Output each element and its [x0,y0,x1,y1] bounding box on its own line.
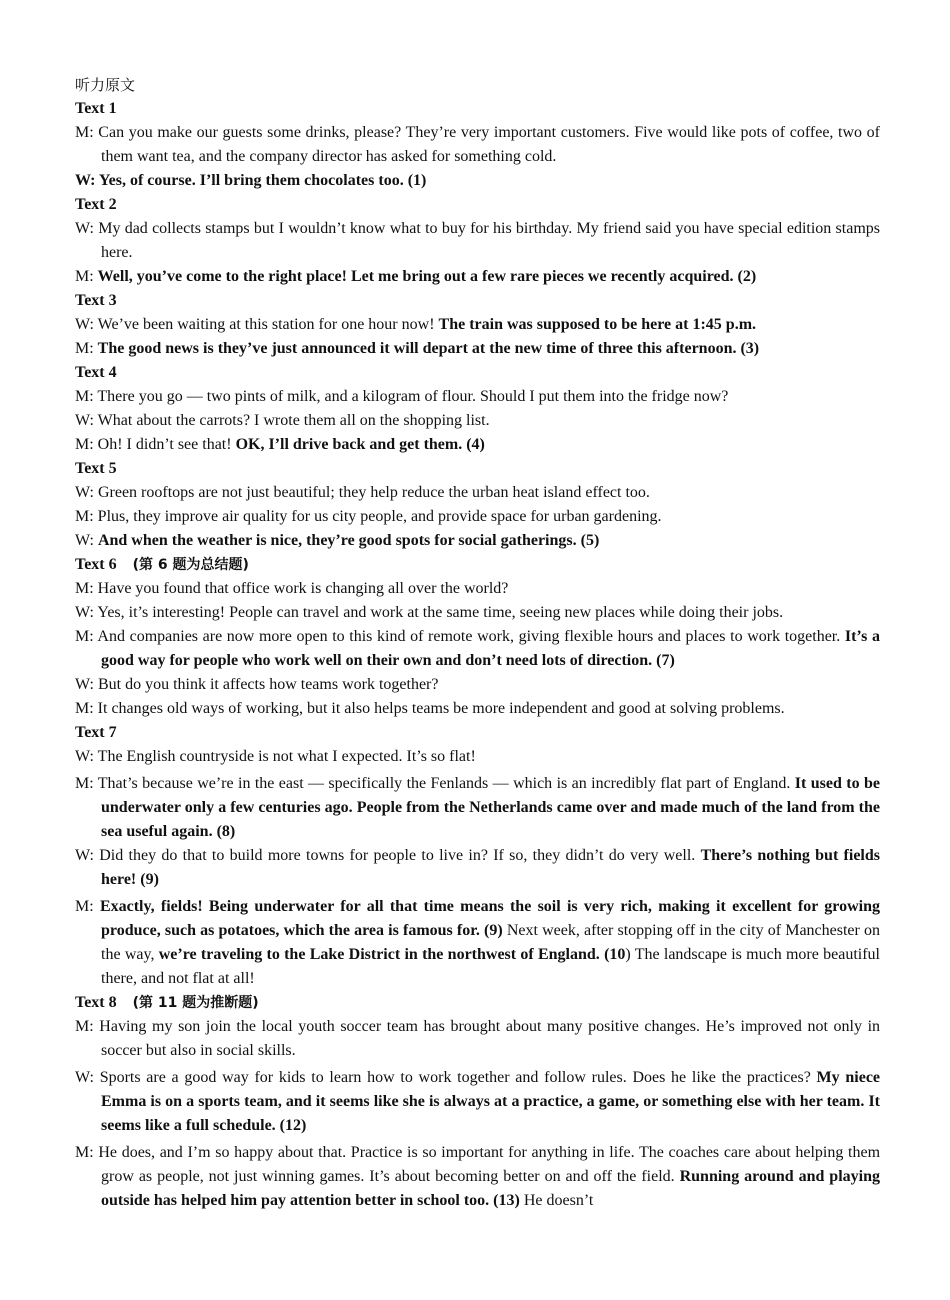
dialogue-text: That’s because we’re in the east — specifically the Fenlands — which is an incredibly flat part of England. [97,775,795,792]
dialogue-line [75,601,880,625]
answer-key-text: There’s nothing but fields here! (9) [101,847,881,888]
dialogue-text: Green rooftops are not just beautiful; they help reduce the urban heat island effect too. [97,484,650,501]
answer-key-text: Exactly, fields! Being underwater for all that time means the soil is very rich, making it excellent for growing produce, such as potatoes, which the area is famous for. (9) [99,898,881,939]
dialogue-text: And companies are now more open to this kind of remote work, giving flexible hours and places to work together. [97,628,845,645]
section-heading-text: Text 2 [75,196,117,213]
dialogue-line [75,844,880,892]
dialogue-line [75,337,880,361]
section-heading [75,361,880,385]
speaker-label: W: [75,172,99,189]
dialogue-text: Having my son join the local youth soccer team has brought about many positive changes. He’s improved not only in soccer but also in social skills. [99,1018,881,1059]
speaker-label: W: [75,220,99,237]
section-heading-text: Text 4 [75,364,117,381]
speaker-label: W: [75,484,98,501]
section-heading [75,991,880,1015]
dialogue-line [75,529,880,553]
answer-key-text: My niece Emma is on a sports team, and it seems like she is always at a practice, a game, or something else with her team. It seems like a full schedule. (12) [101,1069,881,1134]
answer-key-text: we’re traveling to the Lake District in the northwest of England. (10 [158,946,626,963]
section-note: (第 11 题为推断题) [132,995,259,1011]
dialogue-line [75,895,880,991]
dialogue-text: Have you found that office work is changing all over the world? [97,580,509,597]
speaker-label: W: [75,412,98,429]
dialogue-text: He doesn’t [519,1192,594,1209]
section-heading [75,289,880,313]
transcript-sections [75,97,880,1213]
section-note: (第 6 题为总结题) [132,557,249,573]
section-heading-text: Text 7 [75,724,117,741]
dialogue-line [75,772,880,844]
dialogue-text: Yes, it’s interesting! People can travel and work at the same time, seeing new places while doing their jobs. [97,604,784,621]
dialogue-text: ) The landscape is much more beautiful there, and not flat at all! [101,946,881,987]
speaker-label: W: [75,532,98,549]
dialogue-line [75,409,880,433]
dialogue-line [75,385,880,409]
dialogue-text: Plus, they improve air quality for us city people, and provide space for urban gardening. [97,508,662,525]
dialogue-text: The English countryside is not what I expected. It’s so flat! [97,748,476,765]
answer-key-text: The train was supposed to be here at 1:45 p.m. [438,316,757,333]
speaker-label: M: [75,898,100,915]
dialogue-line [75,265,880,289]
section-heading-text: Text 3 [75,292,117,309]
answer-key-text: Well, you’ve come to the right place! Let me bring out a few rare pieces we recently acquired. (2) [97,268,757,285]
dialogue-line [75,625,880,673]
dialogue-line [75,505,880,529]
dialogue-text: There you go — two pints of milk, and a kilogram of flour. Should I put them into the fridge now? [97,388,729,405]
answer-key-text: The good news is they’ve just announced it will depart at the new time of three this afternoon. (3) [97,340,760,357]
dialogue-text: Can you make our guests some drinks, please? They’re very important customers. Five would like pots of coffee, two of them want tea, and the company director has asked for something cold. [98,124,880,165]
answer-key-text: And when the weather is nice, they’re good spots for social gatherings. (5) [97,532,600,549]
speaker-label: M: [75,580,98,597]
section-heading [75,97,880,121]
dialogue-line [75,217,880,265]
speaker-label: W: [75,316,98,333]
speaker-label: M: [75,1144,99,1161]
dialogue-text: My dad collects stamps but I wouldn’t know what to buy for his birthday. My friend said you have special edition stamps here. [98,220,880,261]
section-heading-text: Text 8 [75,994,117,1011]
answer-key-text: OK, I’ll drive back and get them. (4) [235,436,485,453]
section-heading-text: Text 1 [75,100,117,117]
speaker-label: M: [75,508,98,525]
document-title: 听力原文 [75,76,136,94]
dialogue-text: What about the carrots? I wrote them all on the shopping list. [97,412,490,429]
dialogue-text: Sports are a good way for kids to learn how to work together and follow rules. Does he like the practices? [99,1069,817,1086]
speaker-label: W: [75,748,98,765]
speaker-label: M: [75,436,98,453]
answer-key-text: It used to be underwater only a few centuries ago. People from the Netherlands came over and made much of the land from the sea useful again. (8) [101,775,880,840]
section-heading [75,457,880,481]
dialogue-text: It changes old ways of working, but it also helps teams be more independent and good at solving problems. [97,700,785,717]
answer-key-text: Yes, of course. I’ll bring them chocolates too. (1) [98,172,427,189]
speaker-label: W: [75,1069,100,1086]
dialogue-text: But do you think it affects how teams work together? [97,676,439,693]
dialogue-line [75,697,880,721]
section-heading-text: Text 5 [75,460,117,477]
dialogue-line [75,481,880,505]
speaker-label: M: [75,268,98,285]
dialogue-line [75,433,880,457]
speaker-label: M: [75,124,99,141]
transcript-document [75,74,880,1213]
answer-key-text: Running around and playing outside has helped him pay attention better in school too. (13) [101,1168,880,1209]
speaker-label: W: [75,676,98,693]
speaker-label: M: [75,775,98,792]
dialogue-text: Next week, after stopping off in the city of Manchester on the way, [101,922,881,963]
speaker-label: M: [75,1018,100,1035]
section-heading [75,553,880,577]
section-heading-text: Text 6 [75,556,117,573]
speaker-label: W: [75,604,98,621]
dialogue-text: Oh! I didn’t see that! [97,436,236,453]
section-heading [75,721,880,745]
dialogue-line [75,169,880,193]
speaker-label: W: [75,847,100,864]
speaker-label: M: [75,388,98,405]
dialogue-line [75,1141,880,1213]
dialogue-line [75,1066,880,1138]
dialogue-line [75,313,880,337]
dialogue-text: Did they do that to build more towns for people to live in? If so, they didn’t do very well. [99,847,701,864]
dialogue-line [75,673,880,697]
dialogue-line [75,745,880,769]
dialogue-text: He does, and I’m so happy about that. Practice is so important for anything in life. The coaches care about helping them grow as people, not just winning games. It’s about becoming better on and off the field. [98,1144,881,1185]
dialogue-line [75,121,880,169]
section-heading [75,193,880,217]
dialogue-line [75,577,880,601]
dialogue-text: We’ve been waiting at this station for one hour now! [97,316,439,333]
answer-key-text: It’s a good way for people who work well on their own and don’t need lots of direction. (7) [101,628,880,669]
dialogue-line [75,1015,880,1063]
speaker-label: M: [75,700,98,717]
speaker-label: M: [75,340,98,357]
speaker-label: M: [75,628,98,645]
